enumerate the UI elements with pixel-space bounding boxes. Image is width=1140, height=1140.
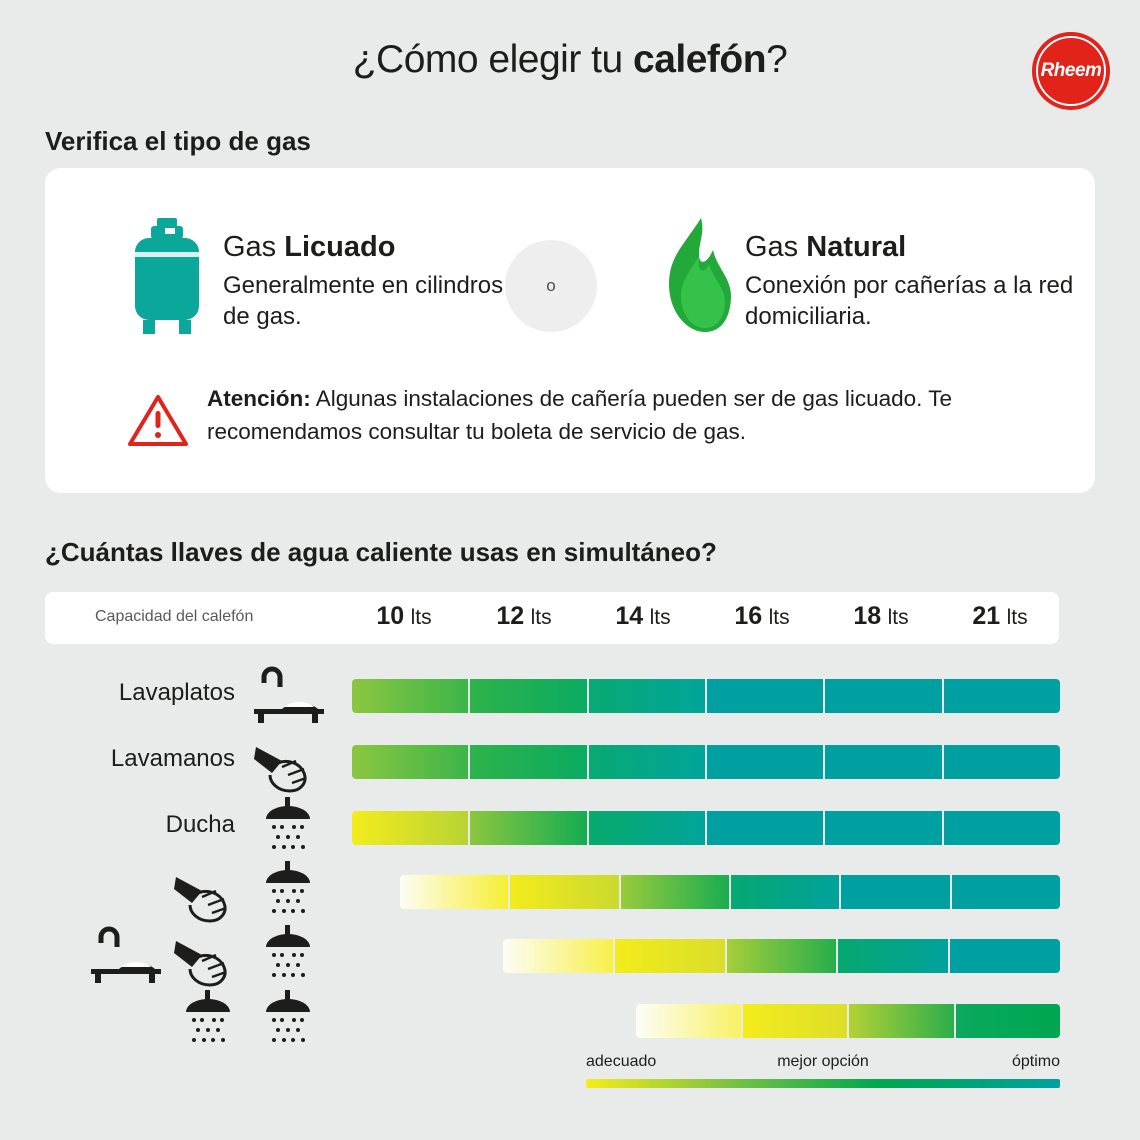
capacity-column-14 [584,602,702,634]
gas-cylinder-icon [127,218,207,336]
capacity-bar-lavamanos [352,745,1060,779]
capacity-bar-lavaplatos [352,679,1060,713]
gas-flame-icon [655,216,745,334]
capacity-section-heading: ¿Cuántas llaves de agua caliente usas en simultáneo? [45,537,717,567]
capacity-header-bar [45,592,1059,644]
bar-segment-12 [503,939,615,973]
gas-natural-name [745,230,1075,264]
bar-segment-14 [636,1004,743,1038]
handwash-icon [248,731,328,793]
gas-licuado-name-bold: Licuado [284,231,396,263]
bar-segment-10 [400,875,510,909]
capacity-value-16: 16 [734,602,763,630]
bar-segment-21 [956,1004,1061,1038]
gas-licuado-text [223,230,523,333]
capacity-column-12 [465,602,583,634]
legend-label-mejor-opcion: mejor opción [777,1053,869,1070]
shower-icon [248,797,328,859]
bar-segment-16 [707,679,825,713]
table-row [0,990,1140,1052]
gas-section-heading: Verifica el tipo de gas [45,126,311,156]
bar-segment-14 [615,939,727,973]
rheem-logo-ring [1036,36,1106,106]
gas-warning-body: Algunas instalaciones de cañería pueden ser de gas licuado. Te recomendamos consultar tu boleta de servicio de gas. [207,386,953,444]
row-label-lavaplatos: Lavaplatos [118,679,235,706]
gas-type-card [45,168,1095,493]
bar-segment-18 [825,745,943,779]
capacity-unit-21: lts [1006,606,1028,629]
gas-natural-description: Conexión por cañerías a la red domiciliaria. [745,272,1074,331]
legend-gradient-bar [586,1079,1060,1088]
capacity-bar-lavamanos-ducha [400,875,1060,909]
bar-segment-14 [589,679,707,713]
page-title-bold: calefón [633,38,767,81]
shower-icon [248,990,328,1052]
bar-segment-12 [470,811,588,845]
table-row [0,861,1140,923]
bar-segment-21 [944,679,1060,713]
gas-warning-text [207,383,1087,448]
capacity-column-16 [703,602,821,634]
gas-warning-bold: Atención: [207,386,311,411]
capacity-unit-10: lts [410,606,432,629]
table-row [0,925,1140,987]
capacity-unit-16: lts [768,606,790,629]
bar-segment-18 [841,875,951,909]
bar-segment-18 [849,1004,956,1038]
bar-segment-21 [944,811,1060,845]
sink-icon [85,925,165,987]
bar-segment-16 [707,745,825,779]
table-row [0,665,1140,727]
bar-segment-16 [707,811,825,845]
page-title [0,38,1140,82]
table-row [0,797,1140,859]
capacity-bar-ducha-ducha [636,1004,1060,1038]
page-title-prefix: ¿Cómo elegir tu [352,38,634,81]
legend-label-optimo: óptimo [1011,1053,1060,1070]
bar-segment-14 [589,745,707,779]
bar-segment-12 [470,679,588,713]
gas-natural-text [745,230,1075,333]
bar-segment-10 [352,745,470,779]
shower-icon [248,861,328,923]
bar-segment-14 [621,875,731,909]
capacity-unit-18: lts [887,606,909,629]
bar-segment-18 [825,811,943,845]
bar-segment-18 [838,939,950,973]
rheem-logo-text: Rheem [1040,60,1102,81]
legend [586,1053,1060,1088]
capacity-value-14: 14 [615,602,644,630]
capacity-column-21 [941,602,1059,634]
page-header [0,0,1140,120]
bar-segment-16 [731,875,841,909]
table-row [0,731,1140,793]
page-title-suffix: ? [766,38,788,81]
handwash-icon [168,925,248,987]
gas-licuado-description: Generalmente en cilindros de gas. [223,272,504,331]
sink-icon [248,665,328,727]
gas-option-separator-label: o [546,276,556,295]
capacity-unit-12: lts [530,606,552,629]
bar-segment-12 [510,875,620,909]
gas-natural-name-bold: Natural [806,231,907,263]
capacity-bar-ducha [352,811,1060,845]
shower-icon [248,925,328,987]
capacity-column-10 [345,602,463,634]
capacity-column-18 [822,602,940,634]
row-label-ducha: Ducha [165,811,235,838]
gas-natural-name-prefix: Gas [745,231,807,263]
capacity-value-18: 18 [853,602,882,630]
bar-segment-18 [825,679,943,713]
warning-triangle-icon [127,393,189,448]
bar-segment-21 [950,939,1060,973]
bar-segment-10 [352,679,470,713]
bar-segment-14 [589,811,707,845]
capacity-header-label: Capacidad del calefón [95,608,254,625]
rheem-logo [1032,32,1110,110]
capacity-value-10: 10 [376,602,405,630]
gas-licuado-name-prefix: Gas [223,231,285,263]
bar-segment-21 [944,745,1060,779]
row-label-lavamanos: Lavamanos [110,745,235,772]
bar-segment-10 [352,811,470,845]
bar-segment-12 [470,745,588,779]
bar-segment-21 [952,875,1060,909]
gas-option-separator [505,240,597,332]
shower-icon [168,990,248,1052]
gas-licuado-name [223,230,523,264]
gas-options-row [45,168,1095,358]
bar-segment-16 [743,1004,850,1038]
capacity-bar-lavaplatos-lavamanos-ducha [503,939,1060,973]
capacity-unit-14: lts [649,606,671,629]
capacity-value-12: 12 [496,602,525,630]
bar-segment-16 [727,939,839,973]
legend-labels [586,1053,1060,1075]
handwash-icon [168,861,248,923]
capacity-value-21: 21 [972,602,1001,630]
legend-label-adecuado: adecuado [586,1053,657,1070]
